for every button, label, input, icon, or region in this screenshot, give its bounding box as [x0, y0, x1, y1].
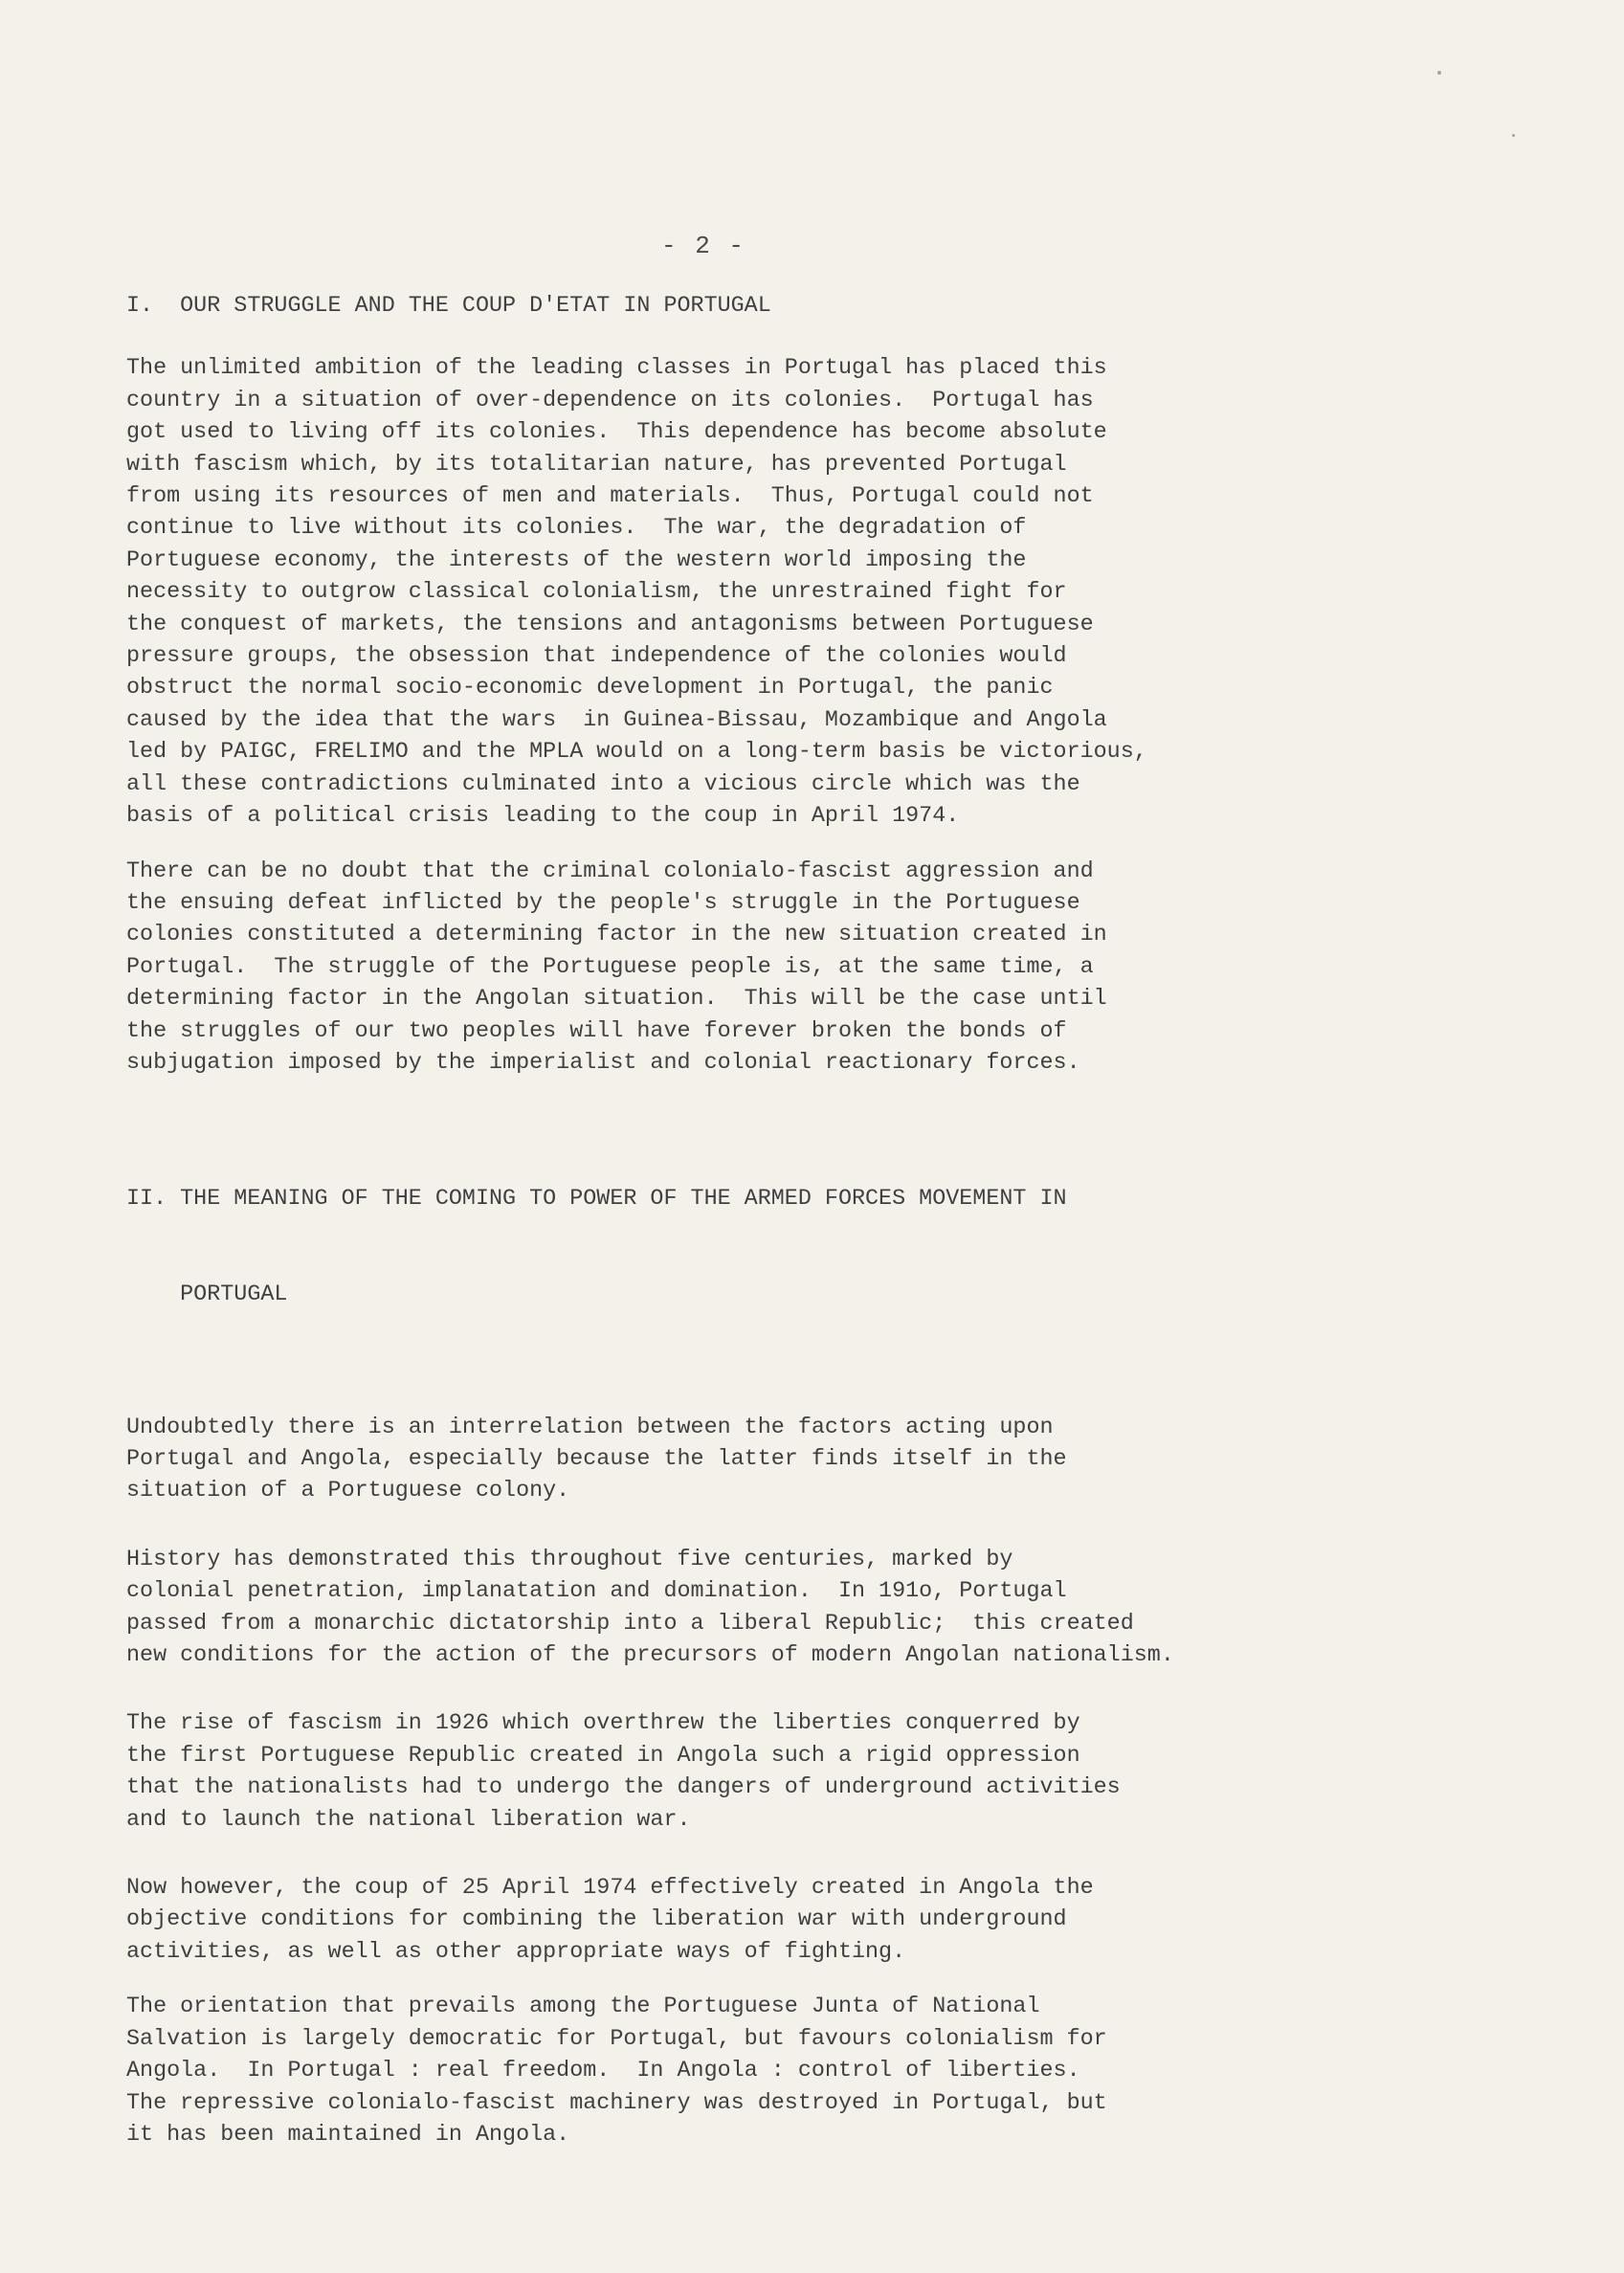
section-1-paragraph-1 — [126, 353, 1399, 833]
text-line: the first Portuguese Republic created in Angola such a rigid oppression — [126, 1743, 1080, 1769]
text-line: from using its resources of men and materials. Thus, Portugal could not — [126, 484, 1094, 510]
heading-line: II. THE MEANING OF THE COMING TO POWER OF THE ARMED FORCES MOVEMENT IN — [126, 1187, 1067, 1213]
section-1-paragraph-2 — [126, 857, 1399, 1081]
text-line: the conquest of markets, the tensions and antagonisms between Portuguese — [126, 612, 1094, 637]
page-number: - 2 - — [660, 232, 745, 260]
text-line: The orientation that prevails among the Portuguese Junta of National — [126, 1994, 1040, 2020]
text-line: necessity to outgrow classical colonialism, the unrestrained fight for — [126, 580, 1067, 606]
text-line: The unlimited ambition of the leading classes in Portugal has placed this — [126, 356, 1107, 382]
section-2-paragraph-4 — [126, 1873, 1399, 1969]
text-line: Portugal and Angola, especially because the latter finds itself in the — [126, 1447, 1067, 1472]
text-line: the struggles of our two peoples will have forever broken the bonds of — [126, 1018, 1067, 1044]
document-body — [126, 291, 1399, 2151]
text-line: with fascism which, by its totalitarian nature, has prevented Portugal — [126, 452, 1067, 478]
text-line: Now however, the coup of 25 April 1974 effectively created in Angola the — [126, 1876, 1094, 1902]
text-line: activities, as well as other appropriate ways of fighting. — [126, 1939, 906, 1965]
text-line: country in a situation of over-dependence on its colonies. Portugal has — [126, 388, 1094, 413]
text-line: new conditions for the action of the precursors of modern Angolan nationalism. — [126, 1643, 1174, 1669]
text-line: obstruct the normal socio-economic development in Portugal, the panic — [126, 676, 1054, 702]
text-line: caused by the idea that the wars in Guinea-Bissau, Mozambique and Angola — [126, 707, 1107, 733]
text-line: led by PAIGC, FRELIMO and the MPLA would on a long-term basis be victorious, — [126, 740, 1147, 766]
paper-speck — [1437, 71, 1441, 75]
text-line: The repressive colonialo-fascist machinery was destroyed in Portugal, but — [126, 2090, 1107, 2116]
text-line: The rise of fascism in 1926 which overthrew the liberties conquerred by — [126, 1711, 1080, 1737]
text-line: colonies constituted a determining factor in the new situation created in — [126, 923, 1107, 948]
text-line: situation of a Portuguese colony. — [126, 1479, 570, 1504]
text-line: got used to living off its colonies. This dependence has become absolute — [126, 420, 1107, 446]
text-line: it has been maintained in Angola. — [126, 2122, 570, 2148]
text-line: subjugation imposed by the imperialist and colonial reactionary forces. — [126, 1050, 1080, 1076]
text-line: There can be no doubt that the criminal colonialo-fascist aggression and — [126, 858, 1094, 884]
text-line: Undoubtedly there is an interrelation between the factors acting upon — [126, 1415, 1054, 1440]
text-line: History has demonstrated this throughout five centuries, marked by — [126, 1547, 1013, 1572]
text-line: passed from a monarchic dictatorship into a liberal Republic; this created — [126, 1611, 1134, 1637]
text-line: Portuguese economy, the interests of the western world imposing the — [126, 547, 1027, 573]
section-2-paragraph-5 — [126, 1992, 1399, 2151]
section-2-paragraph-3 — [126, 1708, 1399, 1837]
text-line: the ensuing defeat inflicted by the people's struggle in the Portuguese — [126, 890, 1080, 916]
section-2-heading — [126, 1120, 1399, 1375]
text-line: and to launch the national liberation war. — [126, 1807, 691, 1833]
section-2-paragraph-1 — [126, 1413, 1399, 1508]
text-line: all these contradictions culminated into a vicious circle which was the — [126, 771, 1080, 797]
text-line: basis of a political crisis leading to the coup in April 1974. — [126, 804, 960, 830]
text-line: that the nationalists had to undergo the dangers of underground activities — [126, 1775, 1121, 1801]
text-line: pressure groups, the obsession that independence of the colonies would — [126, 644, 1067, 670]
section-2-paragraph-2 — [126, 1545, 1399, 1673]
text-line: determining factor in the Angolan situation. This will be the case until — [126, 987, 1107, 1013]
heading-line: PORTUGAL — [126, 1282, 288, 1308]
text-line: objective conditions for combining the liberation war with underground — [126, 1907, 1067, 1933]
text-line: continue to live without its colonies. The war, the degradation of — [126, 516, 1027, 542]
paper-speck — [1512, 134, 1515, 137]
text-line: Salvation is largely democratic for Portugal, but favours colonialism for — [126, 2026, 1107, 2052]
text-line: colonial penetration, implanatation and domination. In 191o, Portugal — [126, 1579, 1067, 1605]
text-line: Angola. In Portugal : real freedom. In Angola : control of liberties. — [126, 2059, 1080, 2084]
section-1-heading: I. OUR STRUGGLE AND THE COUP D'ETAT IN PORTUGAL — [126, 294, 771, 319]
text-line: Portugal. The struggle of the Portuguese people is, at the same time, a — [126, 954, 1094, 980]
